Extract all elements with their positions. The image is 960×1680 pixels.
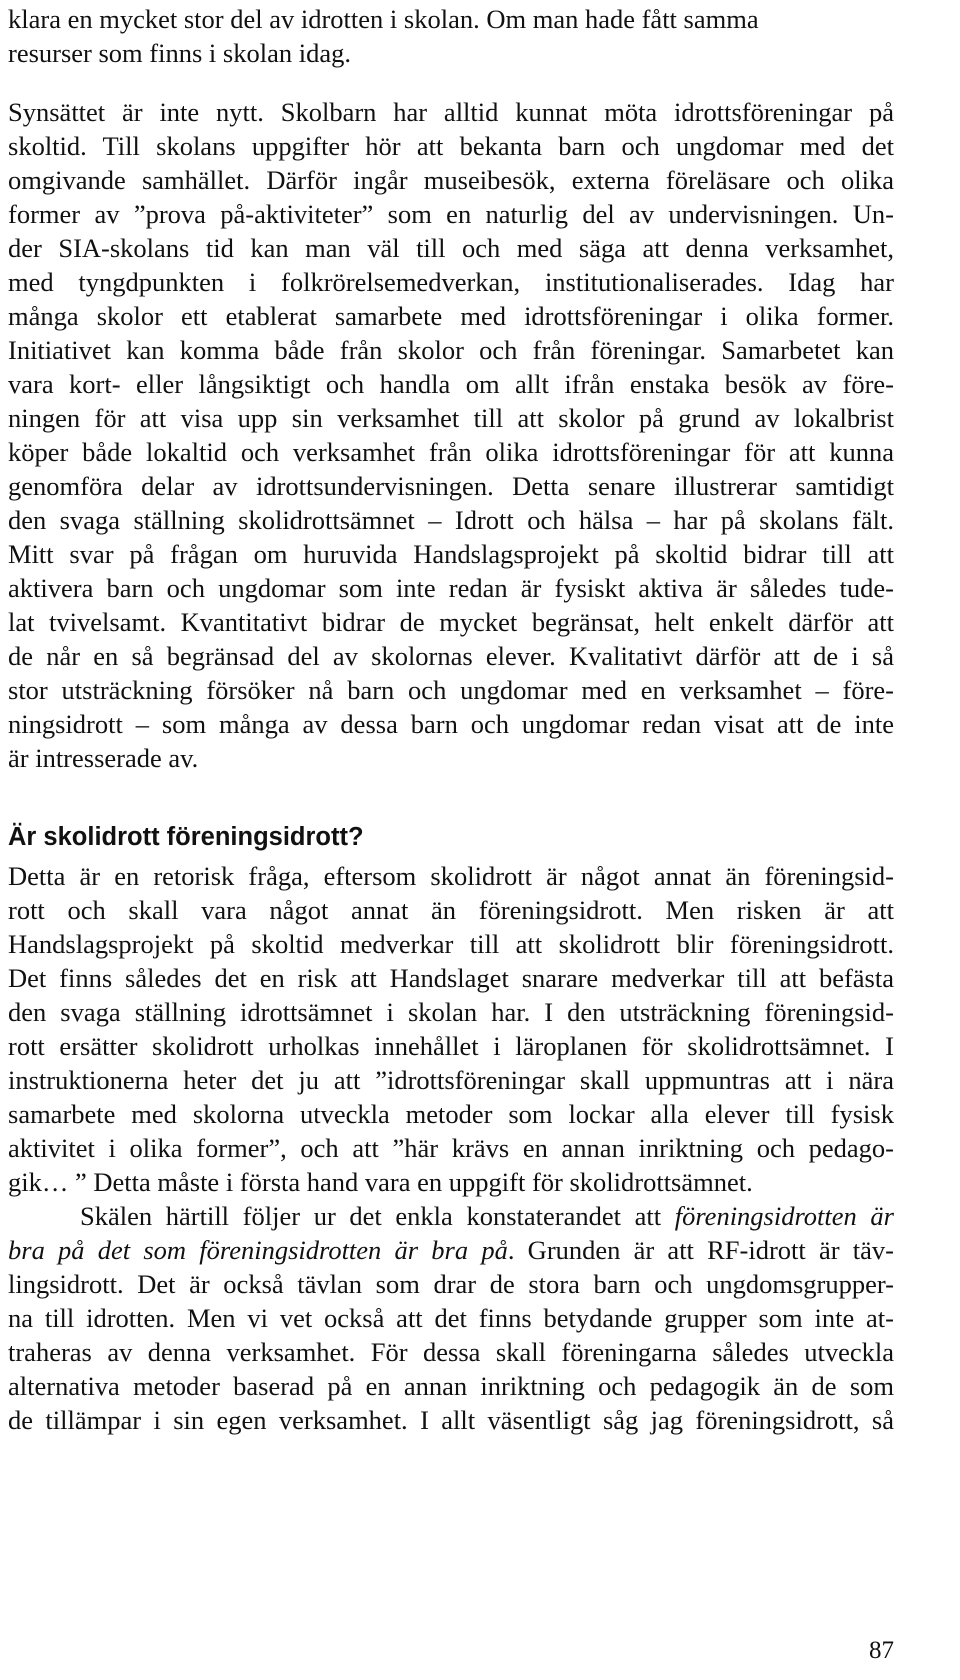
text-line: rott ersätter skolidrott urholkas innehållet i läroplanen för skolidrottsämnet. I [8,1031,894,1061]
text-run: Skälen härtill följer ur det enkla konstaterandet att [80,1201,675,1231]
text-line: instruktionerna heter det ju att ”idrottsföreningar skall uppmuntras att i nära [8,1065,894,1095]
text-line: Synsättet är inte nytt. Skolbarn har alltid kunnat möta idrottsföreningar på [8,97,894,127]
text-line: Initiativet kan komma både från skolor och från föreningar. Samarbetet kan [8,335,894,365]
text-line: lat tvivelsamt. Kvantitativt bidrar de mycket begränsat, helt enkelt därför att [8,607,894,637]
text-line: der SIA-skolans tid kan man väl till och med säga att denna verksamhet, [8,233,894,263]
text-line: samarbete med skolorna utveckla metoder som lockar alla elever till fysisk [8,1099,894,1129]
text-line: med tyngdpunkten i folkrörelsemedverkan, institutionaliserades. Idag har [8,267,894,297]
text-line: skoltid. Till skolans uppgifter hör att bekanta barn och ungdomar med det [8,131,894,161]
text-line: den svaga ställning idrottsämnet i skolan har. I den utsträckning föreningsid- [8,997,894,1027]
text-line: många skolor ett etablerat samarbete med idrottsföreningar i olika former. [8,301,894,331]
text-line: Mitt svar på frågan om huruvida Handslagsprojekt på skoltid bidrar till att [8,539,894,569]
emphasis-text: bra på det som föreningsidrotten är bra på [8,1235,508,1265]
text-line: klara en mycket stor del av idrotten i skolan. Om man hade fått samma [8,4,759,34]
text-line: är intresserade av. [8,743,199,773]
page-number: 87 [869,1637,894,1664]
text-line: den svaga ställning skolidrottsämnet – Idrott och hälsa – har på skolans fält. [8,505,894,535]
section-heading: Är skolidrott föreningsidrott? [8,823,364,851]
text-line: köper både lokaltid och verksamhet från olika idrottsföreningar för att kunna [8,437,894,467]
text-line: resurser som finns i skolan idag. [8,38,351,68]
text-line: Det finns således det en risk att Handslaget snarare medverkar till att befästa [8,963,894,993]
text-line: Handslagsprojekt på skoltid medverkar till att skolidrott blir föreningsidrott. [8,929,894,959]
text-line: lingsidrott. Det är också tävlan som drar de stora barn och ungdomsgrupper- [8,1269,894,1299]
text-run: . Grunden är att RF-idrott är täv- [507,1235,895,1265]
text-line: de når en så begränsad del av skolornas elever. Kvalitativt därför att de i så [8,641,894,671]
text-line: de tillämpar i sin egen verksamhet. I allt väsentligt såg jag föreningsidrott, så [8,1405,894,1435]
text-line: vara kort- eller långsiktigt och handla om allt ifrån enstaka besök av före- [8,369,894,399]
text-line: aktivera barn och ungdomar som inte redan är fysiskt aktiva är således tude- [8,573,894,603]
emphasis-text: föreningsidrotten är [674,1201,894,1231]
text-line: alternativa metoder baserad på en annan inriktning och pedagogik än de som [8,1371,894,1401]
text-line: na till idrotten. Men vi vet också att det finns betydande grupper som inte at- [8,1303,894,1333]
text-line: rott och skall vara något annat än föreningsidrott. Men risken är att [8,895,894,925]
text-line: aktivitet i olika former”, och att ”här krävs en annan inriktning och pedago- [8,1133,894,1163]
text-line: genomföra delar av idrottsundervisningen. Detta senare illustrerar samtidigt [8,471,894,501]
text-line: gik… ” Detta måste i första hand vara en uppgift för skolidrottsämnet. [8,1167,753,1197]
text-line [80,1199,894,1233]
text-line: Detta är en retorisk fråga, eftersom skolidrott är något annat än föreningsid- [8,861,894,891]
text-line [8,1233,894,1267]
text-line: ningsidrott – som många av dessa barn och ungdomar redan visat att de inte [8,709,894,739]
text-line: ningen för att visa upp sin verksamhet till att skolor på grund av lokalbrist [8,403,894,433]
text-line: former av ”prova på-aktiviteter” som en naturlig del av undervisningen. Un- [8,199,894,229]
text-line: omgivande samhället. Därför ingår museibesök, externa föreläsare och olika [8,165,894,195]
text-line: traheras av denna verksamhet. För dessa skall föreningarna således utveckla [8,1337,894,1367]
text-line: stor utsträckning försöker nå barn och ungdomar med en verksamhet – före- [8,675,894,705]
